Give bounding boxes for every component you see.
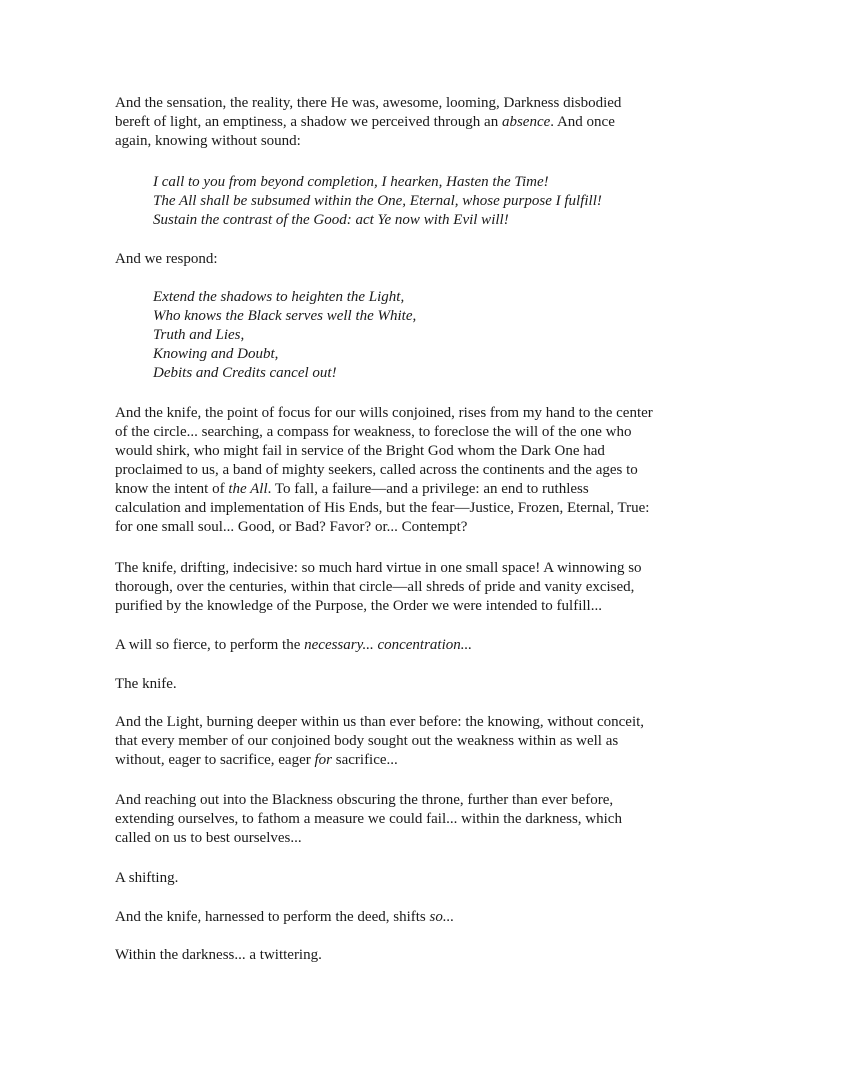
text-line: thorough, over the centuries, within that circle—all shreds of pride and vanity excised, [115, 579, 635, 595]
paragraph-knife-drifting [115, 559, 675, 616]
text-line [115, 480, 675, 499]
text-line: of the circle... searching, a compass for weakness, to foreclose the will of the one who [115, 424, 632, 440]
text-line [115, 908, 675, 927]
paragraph-shifting [115, 869, 675, 888]
text-line: that every member of our conjoined body sought out the weakness within as well as [115, 733, 619, 749]
text-run: without, eager to sacrifice, eager [115, 752, 315, 768]
paragraph-knife-shifts [115, 908, 675, 927]
verse-line: Sustain the contrast of the Good: act Ye now with Evil will! [153, 212, 509, 228]
verse-response [153, 288, 673, 383]
text-line: The knife. [115, 676, 177, 692]
text-line: And the sensation, the reality, there He was, awesome, looming, Darkness disbodied [115, 95, 622, 111]
text-line: called on us to best ourselves... [115, 830, 302, 846]
text-line: And the Light, burning deeper within us than ever before: the knowing, without conceit, [115, 714, 645, 730]
text-line: And the knife, the point of focus for our wills conjoined, rises from my hand to the center [115, 405, 653, 421]
verse-call [153, 173, 673, 230]
text-run: . To fall, a failure—and a privilege: an end to ruthless [267, 481, 589, 497]
text-line: And reaching out into the Blackness obscuring the throne, further than ever before, [115, 792, 614, 808]
text-line [115, 113, 675, 132]
paragraph-sensation [115, 94, 675, 151]
emphasis-so: so... [429, 909, 455, 925]
text-line: would shirk, who might fail in service of the Bright God whom the Dark One had [115, 443, 605, 459]
verse-line: Debits and Credits cancel out! [153, 365, 337, 381]
text-line: And we respond: [115, 251, 218, 267]
verse-line: Who knows the Black serves well the White, [153, 308, 417, 324]
text-line: proclaimed to us, a band of mighty seekers, called across the continents and the ages to [115, 462, 638, 478]
paragraph-light [115, 713, 675, 770]
text-run: And the knife, harnessed to perform the deed, shifts [115, 909, 430, 925]
text-run: sacrifice... [332, 752, 398, 768]
text-run: bereft of light, an emptiness, a shadow we perceived through an [115, 114, 502, 130]
text-line [115, 751, 675, 770]
text-line: The knife, drifting, indecisive: so much hard virtue in one small space! A winnowing so [115, 560, 642, 576]
text-line: again, knowing without sound: [115, 133, 301, 149]
emphasis-the-all: the All [228, 481, 268, 497]
text-line: A shifting. [115, 870, 179, 886]
verse-line: I call to you from beyond completion, I hearken, Hasten the Time! [153, 174, 549, 190]
text-run: . And once [550, 114, 615, 130]
paragraph-twittering [115, 946, 675, 965]
verse-line: Truth and Lies, [153, 327, 245, 343]
paragraph-the-knife [115, 675, 675, 694]
text-line: Within the darkness... a twittering. [115, 947, 322, 963]
text-line: for one small soul... Good, or Bad? Favor? or... Contempt? [115, 519, 468, 535]
paragraph-blackness [115, 791, 675, 848]
text-line [115, 636, 675, 655]
text-run: A will so fierce, to perform the [115, 637, 305, 653]
verse-line: The All shall be subsumed within the One, Eternal, whose purpose I fulfill! [153, 193, 602, 209]
paragraph-respond [115, 250, 675, 269]
emphasis-for: for [314, 752, 332, 768]
emphasis-necessary: necessary... concentration... [304, 637, 473, 653]
paragraph-will-fierce [115, 636, 675, 655]
verse-line: Knowing and Doubt, [153, 346, 279, 362]
text-run: know the intent of [115, 481, 229, 497]
paragraph-knife-rises [115, 404, 675, 537]
verse-line: Extend the shadows to heighten the Light, [153, 289, 405, 305]
text-line: purified by the knowledge of the Purpose, the Order we were intended to fulfill... [115, 598, 602, 614]
emphasis-absence: absence [501, 114, 551, 130]
text-line: extending ourselves, to fathom a measure we could fail... within the darkness, which [115, 811, 622, 827]
text-line: calculation and implementation of His Ends, but the fear—Justice, Frozen, Eternal, True: [115, 500, 650, 516]
